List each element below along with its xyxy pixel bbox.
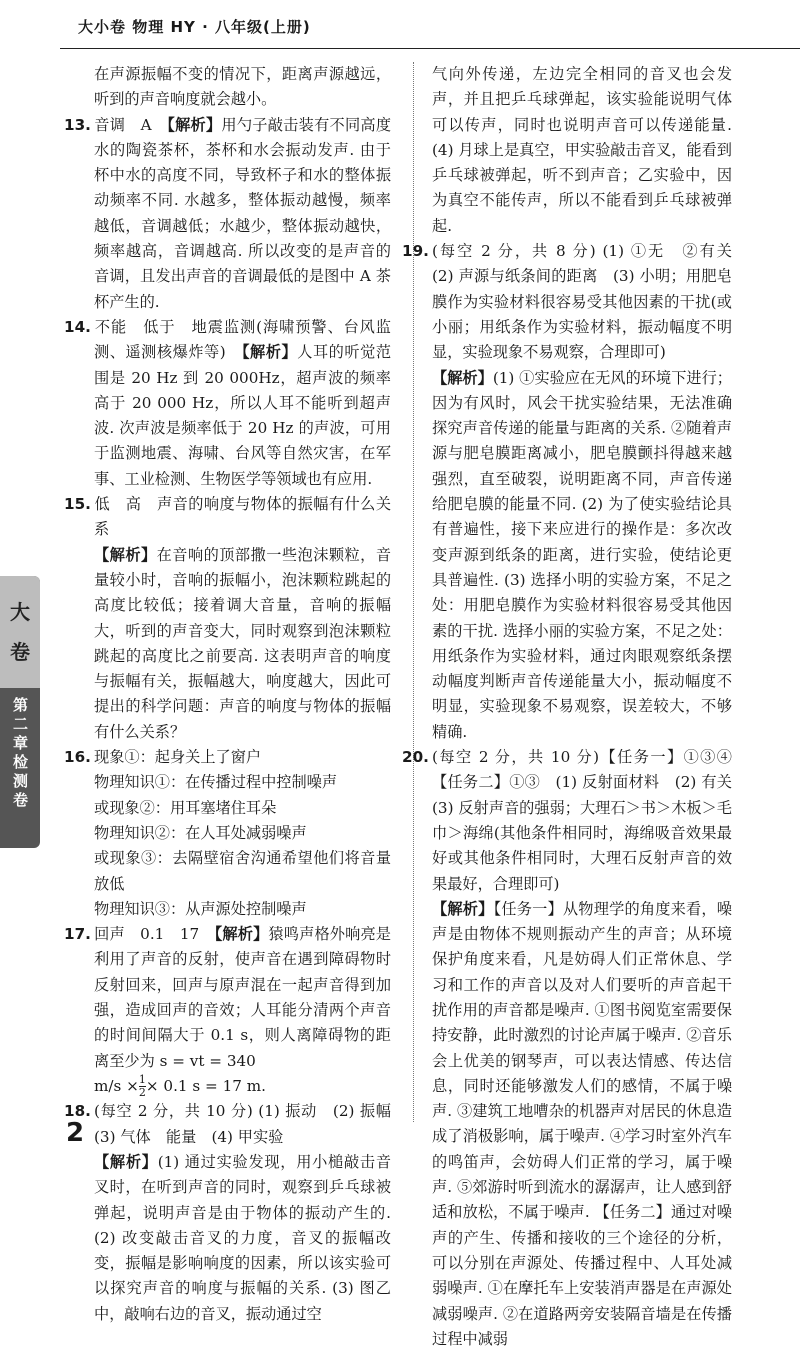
analysis-tag: 【解析】	[94, 545, 157, 564]
right-column	[402, 62, 748, 1352]
answer-17	[64, 922, 391, 1100]
answer-text: 不能 低于 地震监测(海啸预警、台风监测、遥测核爆炸等)	[94, 317, 391, 362]
fraction-numerator: 1	[138, 1073, 146, 1087]
side-tab	[0, 576, 40, 848]
analysis-tag: 【解析】	[167, 115, 222, 134]
answer-13	[64, 113, 392, 315]
analysis-text: 猿鸣声格外响亮是利用了声音的反射，使声音在遇到障碍物时反射回来，回声与原声混在一起声音得到加强，造成回声的音效；人耳能分清两个声音的时间间隔大于 0.1 s，则人离障碍物的距离至少为 s = vt = 340	[94, 925, 391, 1070]
page-number: 2	[66, 1118, 85, 1148]
answer-number: 18.	[64, 1102, 91, 1121]
answer-text: (每空 2 分，共 8 分) (1) ①无 ②有关 (2) 声源与纸条间的距离 (3) 小明；用肥皂膜作为实验材料很容易受其他因素的干扰(或小丽；用纸条作为实验材料，振动幅度不明显，实验现象不易观察，合理即可)	[432, 242, 748, 362]
analysis-text: 在音响的顶部撒一些泡沫颗粒，音量较小时，音响的振幅小，泡沫颗粒跳起的高度比较低；接着调大音量，音响的振幅大，听到的声音变大，同时观察到泡沫颗粒跳起的高度比之前要高. 这表明声音的响度与振幅有关，振幅越大，响度越大，因此可提出的科学问题：声音的响度与物体的振幅有什么关系？	[94, 545, 391, 741]
answer-number: 13.	[64, 115, 91, 134]
answer-number: 20.	[402, 748, 429, 767]
side-tab-char-1: 大	[10, 600, 30, 624]
fraction	[139, 1074, 146, 1099]
answer-18	[64, 1099, 407, 1327]
answer-line: 物理知识③：从声源处控制噪声	[94, 899, 307, 918]
answer-text: (每空 2 分，共 10 分)【任务一】①③④ 【任务二】①③ (1) 反射面材料 (2) 有关 (3) 反射声音的强弱；大理石＞书＞木板＞毛巾＞海绵(其他条件相同时，海绵吸音效果最好或其他条件相同时，大理石反射声音的效果最好，合理即可)	[432, 748, 748, 893]
answer-line: 或现象③：去隔壁宿舍沟通希望他们将音量放低	[94, 849, 391, 893]
answer-line: 或现象②：用耳塞堵住耳朵	[94, 798, 277, 817]
right-intro: 气向外传递，左边完全相同的音叉也会发声，并且把乒乓球弹起，该实验能说明气体可以传声，同时也说明声音可以传递能量. (4) 月球上是真空，甲实验敲击音叉，能看到乒乓球被弹起，听不到声音；乙实验中，因为真空不能传声，所以不能看到乒乓球被弹起.	[432, 65, 732, 235]
analysis-text: 用勺子敲击装有不同高度水的陶瓷茶杯，茶杯和水会振动发声. 由于杯中水的高度不同，导致杯子和水的整体振动频率不同. 水越多，整体振动越慢，频率越低，音调越低；水越少，整体振动越快，频率越高，音调越高. 所以改变的是声音的音调，且发出声音的音调最低的是图中 A 茶杯产生的.	[94, 115, 392, 311]
analysis-text: (1) ①实验应在无风的环境下进行；因为有风时，风会干扰实验结果，无法准确探究声音传递的能量与距离的关系. ②随着声源与肥皂膜距离减小，肥皂膜颤抖得越来越强烈，直至破裂，说明距离不同，声音传递给肥皂膜的能量不同. (2) 为了使实验结论具有普遍性，接下来应进行的操作是：多次改变声源到纸条的距离，进行实验，使结论更具普遍性. (3) 选择小明的实验方案，不足之处：用肥皂膜作为实验材料很容易受其他因素的干扰. 选择小丽的实验方案，不足之处：用纸条作为实验材料，通过肉眼观察纸条摆动幅度判断声音传递能量大小，振动幅度不明显，实验现象不易观察，误差较大，不够精确.	[432, 368, 732, 741]
answer-19	[402, 239, 748, 745]
answer-number: 15.	[64, 495, 91, 514]
answer-line: 现象①：起身关上了窗户	[94, 748, 262, 767]
answer-number: 16.	[64, 748, 91, 767]
answer-text: 低 高 声音的响度与物体的振幅有什么关系	[94, 495, 391, 539]
side-tab-char-2: 卷	[10, 640, 30, 664]
answer-text: (每空 2 分，共 10 分) (1) 振动 (2) 振幅 (3) 气体 能量 (4) 甲实验	[94, 1102, 407, 1146]
answer-text: 回声 0.1 17	[94, 925, 215, 944]
answer-number: 19.	[402, 242, 429, 261]
header-rule	[60, 48, 800, 49]
answer-14	[64, 315, 391, 492]
answer-20	[402, 745, 748, 1352]
analysis-text: (1) 通过实验发现，用小槌敲击音叉时，在听到声音的同时，观察到乒乓球被弹起，说明声音是由于物体的振动产生的. (2) 改变敲击音叉的力度，音叉的振幅改变，振幅是影响响度的因素，所以该实验可以探究声音的响度与振幅的关系. (3) 图乙中，敲响右边的音叉，振动通过空	[94, 1152, 392, 1323]
answer-15	[64, 492, 391, 745]
analysis-tag: 【解析】	[94, 1152, 158, 1171]
analysis-tag: 【解析】	[432, 899, 494, 918]
fraction-denominator: 2	[138, 1086, 146, 1100]
side-tab-top	[0, 576, 40, 688]
answer-16	[64, 745, 391, 922]
answer-number: 17.	[64, 925, 91, 944]
left-intro: 在声源振幅不变的情况下，距离声源越远，听到的声音响度就会越小。	[94, 65, 391, 109]
formula-part-a: m/s ×	[94, 1076, 139, 1095]
left-column	[64, 62, 407, 1327]
answer-number: 14.	[64, 317, 91, 336]
header-title: 大小卷 物理 HY · 八年级(上册)	[78, 18, 311, 36]
analysis-text: 【任务一】从物理学的角度来看，噪声是由物体不规则振动产生的声音；从环境保护角度来看，凡是妨碍人们正常休息、学习和工作的声音以及对人们要听的声音起干扰作用的声音都是噪声. ①图书阅览室需要保持安静，此时激烈的讨论声属于噪声. ②音乐会上优美的钢琴声，可以表达情感、传达信息，同时还能够激发人们的感情，不属于噪声. ③建筑工地嘈杂的机器声对居民的休息造成了消极影响，属于噪声. ④学习时室外汽车的鸣笛声，会妨碍人们正常的学习，属于噪声. ⑤郊游时听到流水的潺潺声，让人感到舒适和放松，不属于噪声. 【任务二】通过对噪声的产生、传播和接收的三个途径的分析，可以分别在声源处、传播过程中、人耳处减弱噪声. ①在摩托车上安装消声器是在声源处减弱噪声. ②在道路两旁安装隔音墙是在传播过程中减弱	[432, 899, 732, 1348]
analysis-tag: 【解析】	[241, 343, 298, 362]
page-header	[60, 8, 800, 44]
answer-text: 音调 A	[94, 115, 168, 134]
answer-line: 物理知识①：在传播过程中控制噪声	[94, 773, 337, 792]
analysis-tag: 【解析】	[432, 368, 493, 387]
side-tab-subtitle: 第二章检测卷	[13, 696, 29, 809]
analysis-tag: 【解析】	[214, 925, 269, 944]
formula-part-b: × 0.1 s = 17 m.	[145, 1076, 266, 1095]
answer-line: 物理知识②：在人耳处减弱噪声	[94, 823, 307, 842]
analysis-text: 人耳的听觉范围是 20 Hz 到 20 000Hz，超声波的频率高于 20 000 Hz，所以人耳不能听到超声波. 次声波是频率低于 20 Hz 的声波，可用于监测地震、海啸、台风等自然灾害，在军事、工业检测、生物医学等领域也有应用.	[94, 343, 391, 488]
column-divider	[413, 62, 414, 1122]
